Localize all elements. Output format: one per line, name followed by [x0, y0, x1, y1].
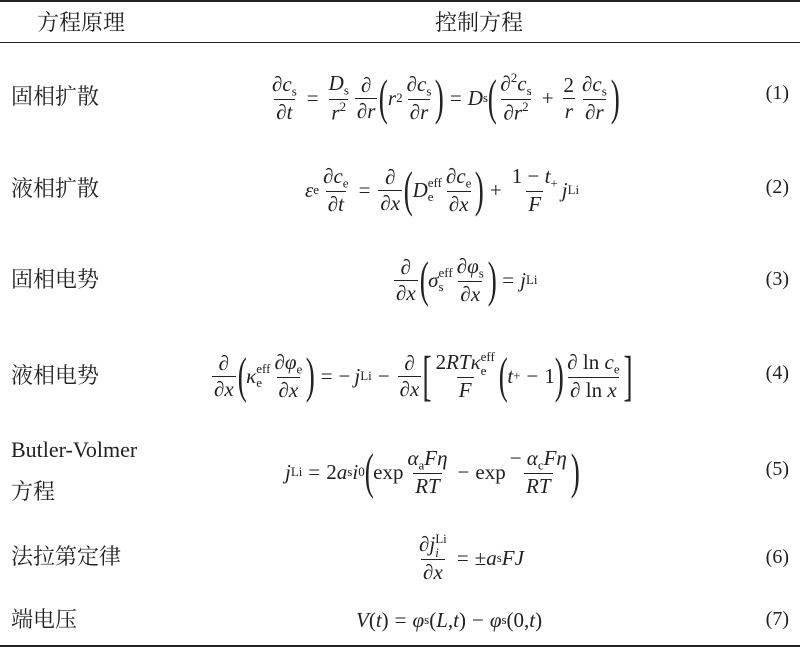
row-label-line1: Butler-Volmer [11, 437, 138, 462]
row-label: 固相电势 [11, 267, 100, 292]
equation-number: (4) [765, 362, 789, 384]
row-label: 端电压 [11, 607, 78, 632]
header-rule [0, 42, 800, 43]
equation-5: j Li = 2 a s i 0 ( exp $\frac{\alpha_aF\eta}{RT}$ − exp $\frac{- \alpha_cF\eta}{RT}$ ) [285, 444, 580, 500]
equation-number: (7) [765, 608, 789, 630]
table-row [0, 148, 800, 230]
row-label: 液相扩散 [11, 176, 100, 201]
table-row [0, 238, 800, 322]
header-equation: 控制方程 [435, 10, 524, 35]
equation-1: $\frac{\partial c_s}{\partial t}$ = $\frac{D_s}{r^2}$ $\frac{\partial}{\partial r}$ ( r 2 $\frac{\partial c_s}{\partial r}$ ) = D s ( $\frac{\partial^2c_s}{\partial r^2}$ + $\frac{2}{r}$ $\frac{\partial c_s}{\partial r}$ ) [272, 70, 620, 126]
row-label: 液相电势 [11, 363, 100, 388]
table-row [0, 52, 800, 142]
equation-3: $\frac{\partial}{\partial x}$ ( σ eff s $\frac{\partial\varphi_s}{\partial x}$ ) = j Li [396, 252, 538, 308]
row-label: 法拉第定律 [11, 544, 122, 569]
row-label-line2: 方程 [11, 479, 56, 504]
table-row [0, 330, 800, 422]
equation-number: (2) [765, 176, 789, 198]
equation-4: $\frac{\partial}{\partial x}$ ( κ eff e $\frac{\partial\varphi_e}{\partial x}$ ) = − j Li − $\frac{\partial}{\partial x}$ [ 2RTκ eff e F ( t + − 1 ) $\frac{\partial \ln c_e}{\text{∂ ln x}}$ ] [214, 344, 633, 406]
equation-number: (5) [765, 458, 789, 480]
table-row [0, 598, 800, 642]
row-label: 固相扩散 [11, 84, 100, 109]
equation-6: ∂j Li i ∂x = ± a s FJ [419, 531, 524, 585]
table-top-rule [0, 0, 800, 2]
equation-number: (6) [765, 546, 789, 568]
table-row [0, 428, 800, 516]
equation-number: (1) [765, 82, 789, 104]
equation-7: V ( t ) = φ s ( L , t ) − φ s (0, t ) [356, 607, 543, 632]
header-principle: 方程原理 [37, 10, 126, 35]
table-row [0, 522, 800, 594]
equation-2: ε e $\frac{\partial c_e}{\partial t}$ = $\frac{\partial}{\partial x}$ ( D eff e $\frac{\partial c_e}{\partial x}$ ) + $\frac{1 - t_+}{F}$ j Li [305, 162, 580, 218]
equation-number: (3) [765, 268, 789, 290]
